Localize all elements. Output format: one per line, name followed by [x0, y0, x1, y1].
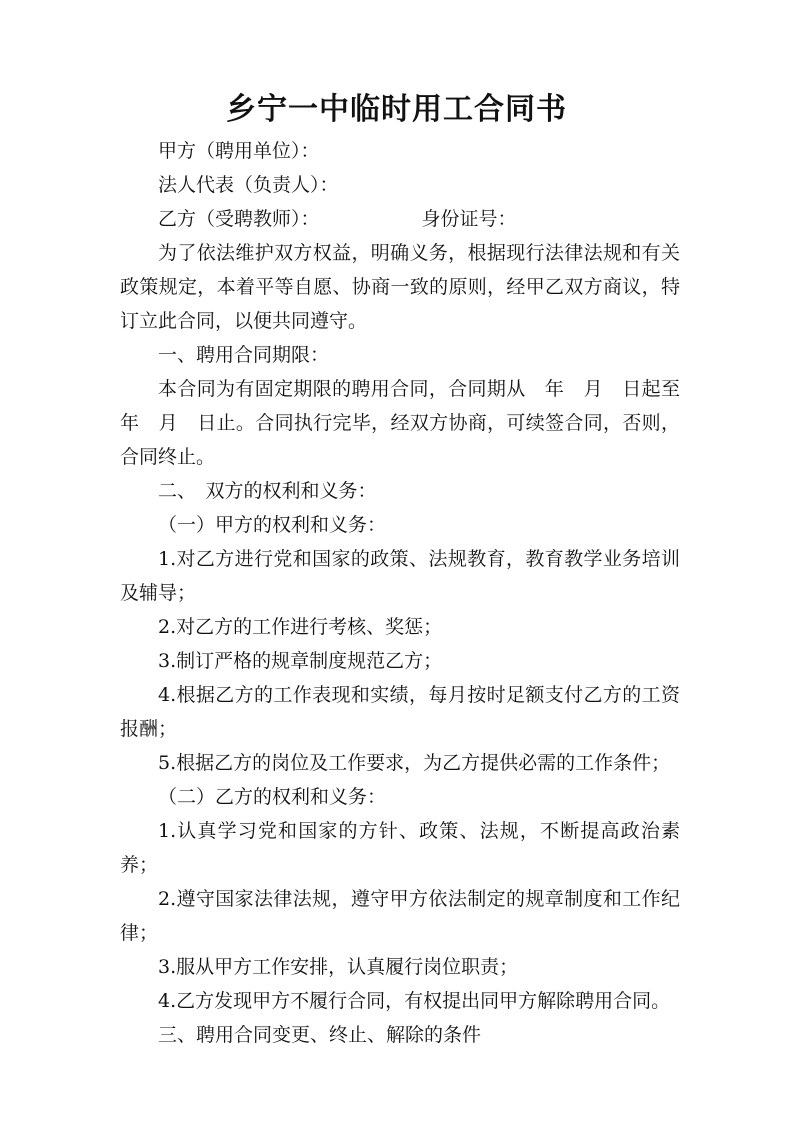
document-title: 乡宁一中临时用工合同书: [226, 92, 567, 127]
party-b-label: 乙方（受聘教师）：: [158, 208, 320, 230]
section2-heading: 二、 双方的权利和义务：: [158, 480, 377, 502]
intro-paragraph: 为了依法维护双方权益，明确义务，根据现行法律法规和有关政策规定，本着平等自愿、协商一致的原则，经甲乙双方商议，特订立此合同，以便共同遵守。: [120, 242, 680, 332]
list-item: 4.根据乙方的工作表现和实绩，每月按时足额支付乙方的工资报酬；: [120, 684, 680, 740]
document-body: [120, 134, 700, 1052]
list-item: 2.对乙方的工作进行考核、奖惩；: [158, 616, 443, 638]
section2a-heading: （一）甲方的权利和义务：: [158, 514, 387, 536]
legal-rep-line: 法人代表（负责人）：: [158, 174, 339, 196]
list-item: 4.乙方发现甲方不履行合同，有权提出同甲方解除聘用合同。: [158, 990, 671, 1012]
list-item: 3.制订严格的规章制度规范乙方；: [158, 650, 443, 672]
party-b-line: [120, 202, 680, 236]
list-item: 2.遵守国家法律法规，遵守甲方依法制定的规章制度和工作纪律；: [120, 888, 680, 944]
list-item: 1.对乙方进行党和国家的政策、法规教育，教育教学业务培训及辅导；: [120, 548, 680, 604]
section1-paragraph: 本合同为有固定期限的聘用合同，合同期从 年 月 日起至 年 月 日止。合同执行完毕，经双方协商，可续签合同，否则，合同终止。: [120, 378, 700, 468]
section1-heading: 一、聘用合同期限：: [158, 344, 330, 366]
section3-heading: 三、聘用合同变更、终止、解除的条件: [158, 1024, 482, 1046]
list-item: 3.服从甲方工作安排，认真履行岗位职责；: [158, 956, 519, 978]
list-item: 5.根据乙方的岗位及工作要求，为乙方提供必需的工作条件；: [158, 752, 671, 774]
party-a-line: 甲方（聘用单位）：: [158, 140, 320, 162]
section2b-heading: （二）乙方的权利和义务：: [158, 786, 387, 808]
list-item: 1.认真学习党和国家的方针、政策、法规，不断提高政治素养；: [120, 820, 680, 876]
id-number-label: 身份证号：: [421, 208, 517, 230]
